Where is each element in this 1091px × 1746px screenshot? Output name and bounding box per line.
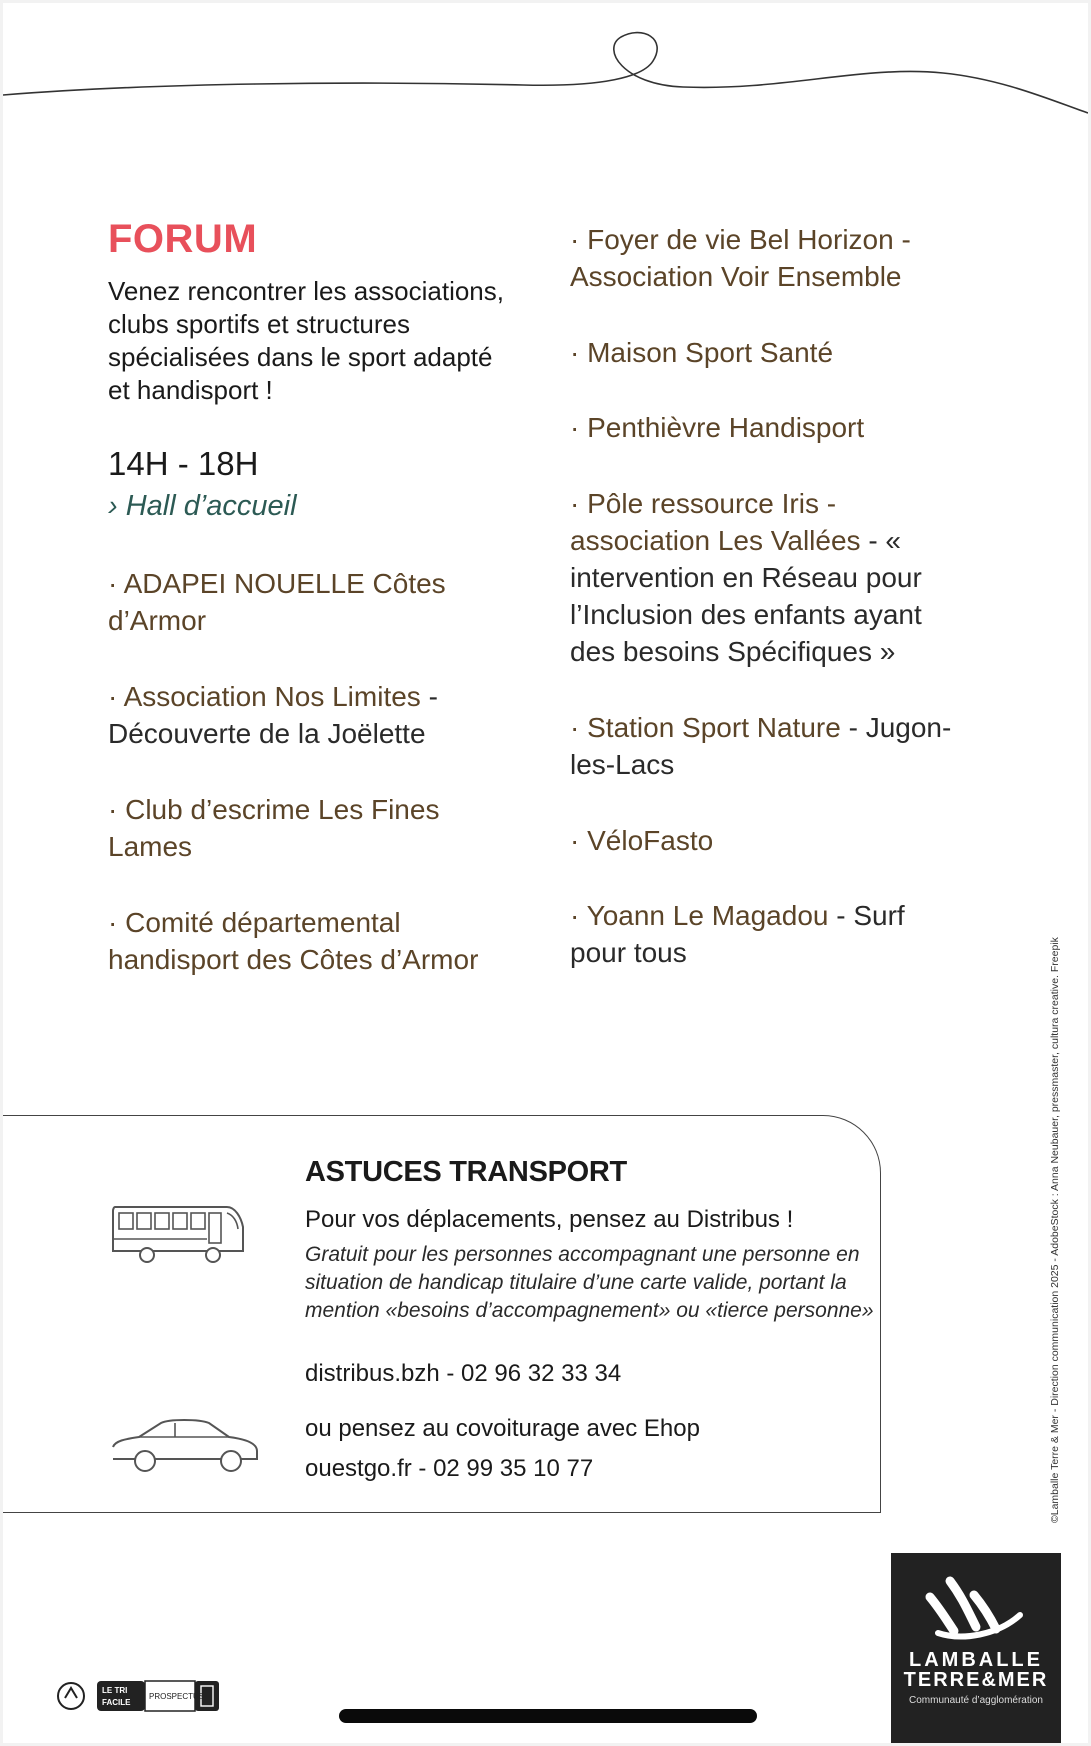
bus-icon [109, 1203, 245, 1267]
list-item: · Comité départemental handisport des Côtes d’Armor [108, 907, 479, 975]
page [3, 3, 1088, 1743]
home-indicator[interactable] [339, 1709, 757, 1723]
recycling-label2: FACILE [102, 1698, 131, 1707]
logo-line1: LAMBALLE [909, 1649, 1043, 1671]
logo-line3: Communauté d’agglomération [909, 1695, 1043, 1706]
list-item: · Yoann Le Magadou - Surf pour tous [570, 900, 905, 968]
recycling-badge-icon [55, 1676, 235, 1714]
forum-time: 14H - 18H [108, 445, 259, 482]
list-item: · VéloFasto [570, 825, 714, 856]
lamballe-logo [891, 1553, 1061, 1743]
transport-note: Gratuit pour les personnes accompagnant une personne en situation de handicap titulaire d’une carte valide, portant la mention «besoins d’accompagnement» ou «tierce personne» [305, 1243, 874, 1322]
carpool-line: ou pensez au covoiturage avec Ehop [305, 1415, 700, 1442]
list-item: · Pôle ressource Iris - association Les Vallées - « intervention en Réseau pour l’Inclusion des enfants ayant des besoins Spécifiques » [570, 488, 922, 667]
list-item: · Penthièvre Handisport [570, 412, 865, 443]
list-item: · Club d’escrime Les Fines Lames [108, 794, 440, 862]
car-icon [109, 1417, 261, 1479]
forum-place: › Hall d’accueil [108, 490, 297, 522]
decorative-line [3, 3, 1088, 123]
recycling-label1: LE TRI [102, 1686, 128, 1695]
ouestgo-contact: ouestgo.fr - 02 99 35 10 77 [305, 1455, 594, 1482]
logo-line2: TERRE&MER [903, 1669, 1049, 1691]
list-item: · ADAPEI NOUELLE Côtes d’Armor [108, 568, 446, 636]
photo-credit: ©Lamballe Terre & Mer - Direction communication 2025 - AdobeStock : Anna Neubauer, pressmaster, cultura creative. Freepik [1049, 937, 1061, 1523]
forum-title: FORUM [108, 217, 258, 261]
logo-mark-icon [916, 1571, 1036, 1643]
list-item: · Maison Sport Santé [570, 337, 834, 368]
transport-line1: Pour vos déplacements, pensez au Distribus ! [305, 1206, 794, 1233]
list-item: · Station Sport Nature - Jugon-les-Lacs [570, 712, 952, 780]
forum-intro: Venez rencontrer les associations, clubs sportifs et structures spécialisées dans le sport adapté et handisport ! [108, 276, 504, 405]
list-item: · Association Nos Limites - Découverte de la Joëlette [108, 681, 438, 749]
list-item: · Foyer de vie Bel Horizon - Association Voir Ensemble [570, 224, 911, 292]
distribus-contact: distribus.bzh - 02 96 32 33 34 [305, 1360, 622, 1387]
transport-title: ASTUCES TRANSPORT [305, 1156, 627, 1188]
recycling-label3: PROSPECTUS [149, 1692, 205, 1701]
